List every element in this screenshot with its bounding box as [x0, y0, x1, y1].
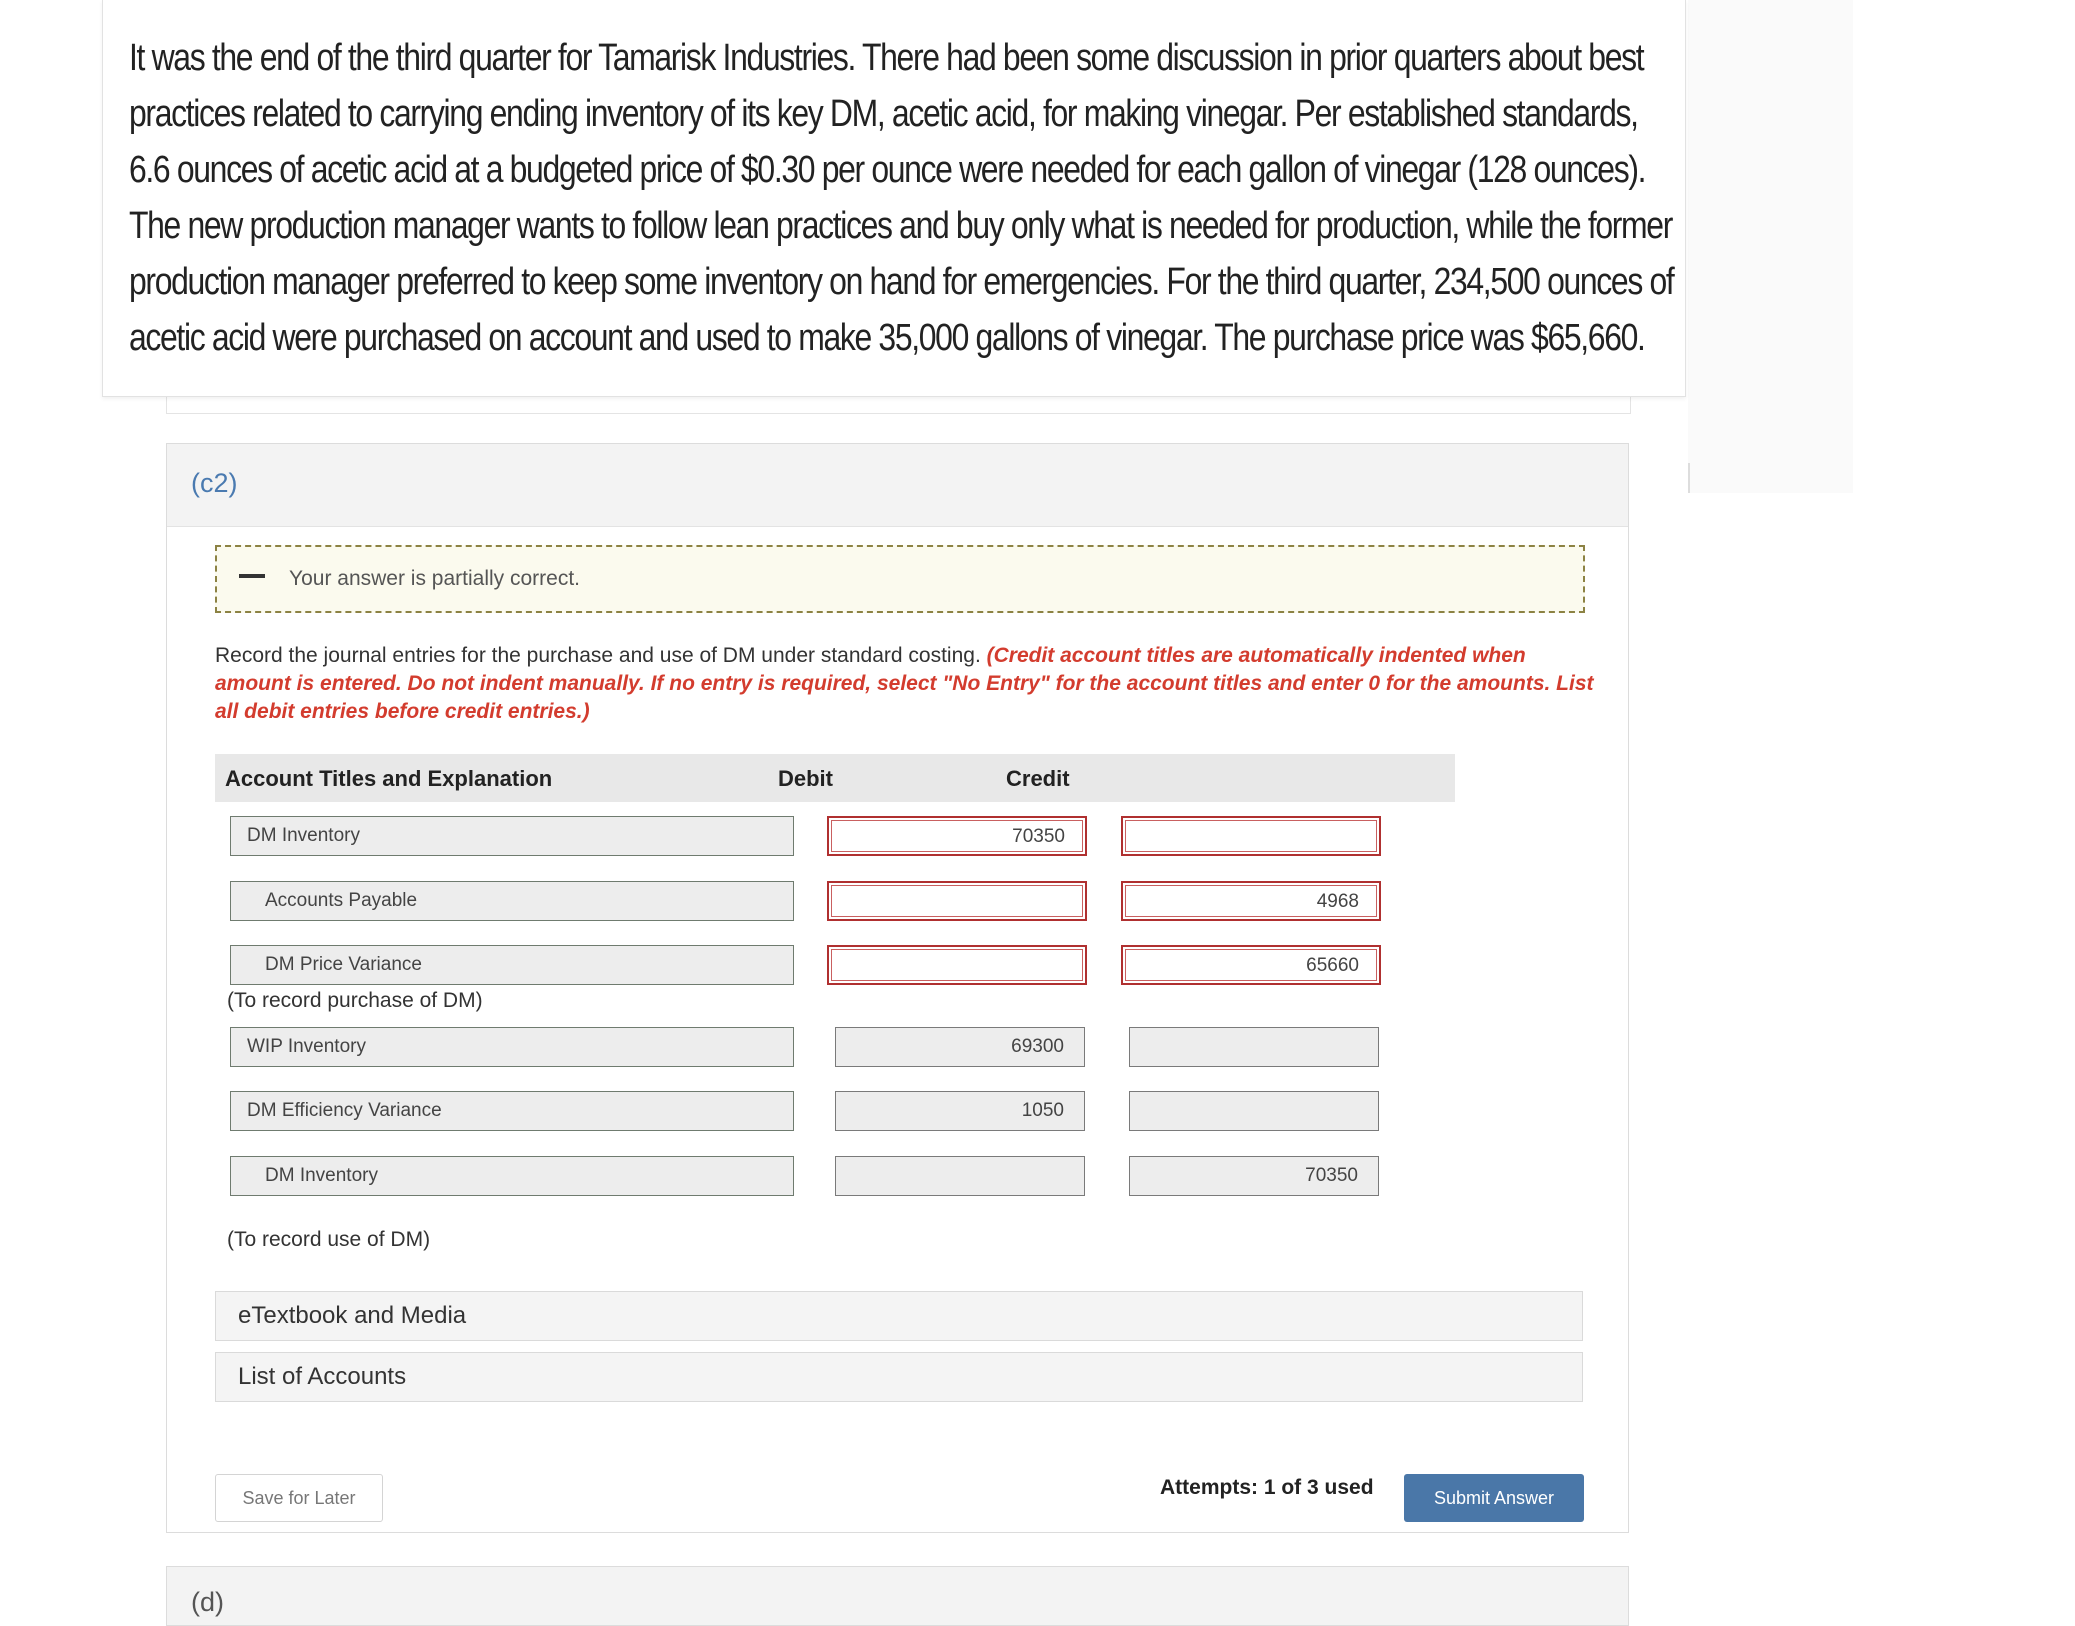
attempts-counter: Attempts: 1 of 3 used — [1160, 1476, 1374, 1499]
debit-input-row1[interactable]: 70350 — [827, 816, 1087, 856]
entry-note-use: (To record use of DM) — [227, 1228, 431, 1251]
credit-input-row3[interactable]: 65660 — [1121, 945, 1381, 985]
entry-note-purchase: (To record purchase of DM) — [227, 989, 483, 1012]
right-panel — [1688, 0, 1853, 493]
instruction-text: Record the journal entries for the purchase and use of DM under standard costing. — [215, 644, 981, 667]
problem-statement: It was the end of the third quarter for Tamarisk Industries. There had been some discussion in prior quarters about best practices related to carrying ending inventory of its key DM, acetic acid, for making vinegar. Per established standards, 6.6 ounces of acetic acid at a budgeted price of $0.30 per ounce were needed for each gallon of vinegar (128 ounces). The new production manager wants to follow lean practices and buy only what is needed for production, while the former production manager preferred to keep some inventory on hand for emergencies. For the third quarter, 234,500 ounces of acetic acid were purchased on account and used to make 35,000 gallons of vinegar. The purchase price was $65,660. — [129, 37, 1674, 359]
journal-table-header — [215, 754, 1455, 802]
credit-input-row6[interactable]: 70350 — [1129, 1156, 1379, 1196]
credit-input-row2[interactable]: 4968 — [1121, 881, 1381, 921]
account-select-row2[interactable]: Accounts Payable — [230, 881, 794, 921]
account-select-row5[interactable]: DM Efficiency Variance — [230, 1091, 794, 1131]
etextbook-media-toggle[interactable]: eTextbook and Media — [215, 1291, 1583, 1341]
previous-part-frame — [166, 395, 1631, 414]
problem-card — [102, 0, 1686, 397]
feedback-box — [215, 545, 1585, 613]
feedback-text: Your answer is partially correct. — [289, 567, 581, 590]
credit-input-row1[interactable] — [1121, 816, 1381, 856]
part-label: (c2) — [191, 468, 238, 498]
part-c2 — [166, 443, 1629, 1533]
debit-input-row5[interactable]: 1050 — [835, 1091, 1085, 1131]
debit-input-row6[interactable] — [835, 1156, 1085, 1196]
credit-input-row4[interactable] — [1129, 1027, 1379, 1067]
account-select-row3[interactable]: DM Price Variance — [230, 945, 794, 985]
right-divider — [1688, 463, 1690, 493]
save-for-later-button[interactable]: Save for Later — [215, 1474, 383, 1522]
column-header-account: Account Titles and Explanation — [225, 766, 553, 791]
debit-input-row4[interactable]: 69300 — [835, 1027, 1085, 1067]
part-d — [166, 1566, 1629, 1626]
instructions — [215, 642, 1605, 726]
column-header-debit: Debit — [778, 766, 833, 791]
credit-input-row5[interactable] — [1129, 1091, 1379, 1131]
debit-input-row2[interactable] — [827, 881, 1087, 921]
list-of-accounts-toggle[interactable]: List of Accounts — [215, 1352, 1583, 1402]
account-select-row1[interactable]: DM Inventory — [230, 816, 794, 856]
column-header-credit: Credit — [1006, 766, 1070, 791]
account-select-row4[interactable]: WIP Inventory — [230, 1027, 794, 1067]
submit-answer-button[interactable]: Submit Answer — [1404, 1474, 1584, 1522]
part-d-label: (d) — [191, 1587, 224, 1617]
instruction-note: (Credit account titles are automatically indented when amount is entered. Do not indent manually. If no entry is required, select "No Entry" for the account titles and enter 0 for the amounts. List all debit entries before credit entries.) — [215, 644, 1594, 723]
debit-input-row3[interactable] — [827, 945, 1087, 985]
account-select-row6[interactable]: DM Inventory — [230, 1156, 794, 1196]
part-header — [167, 444, 1628, 527]
partial-correct-minus-icon — [239, 574, 265, 578]
